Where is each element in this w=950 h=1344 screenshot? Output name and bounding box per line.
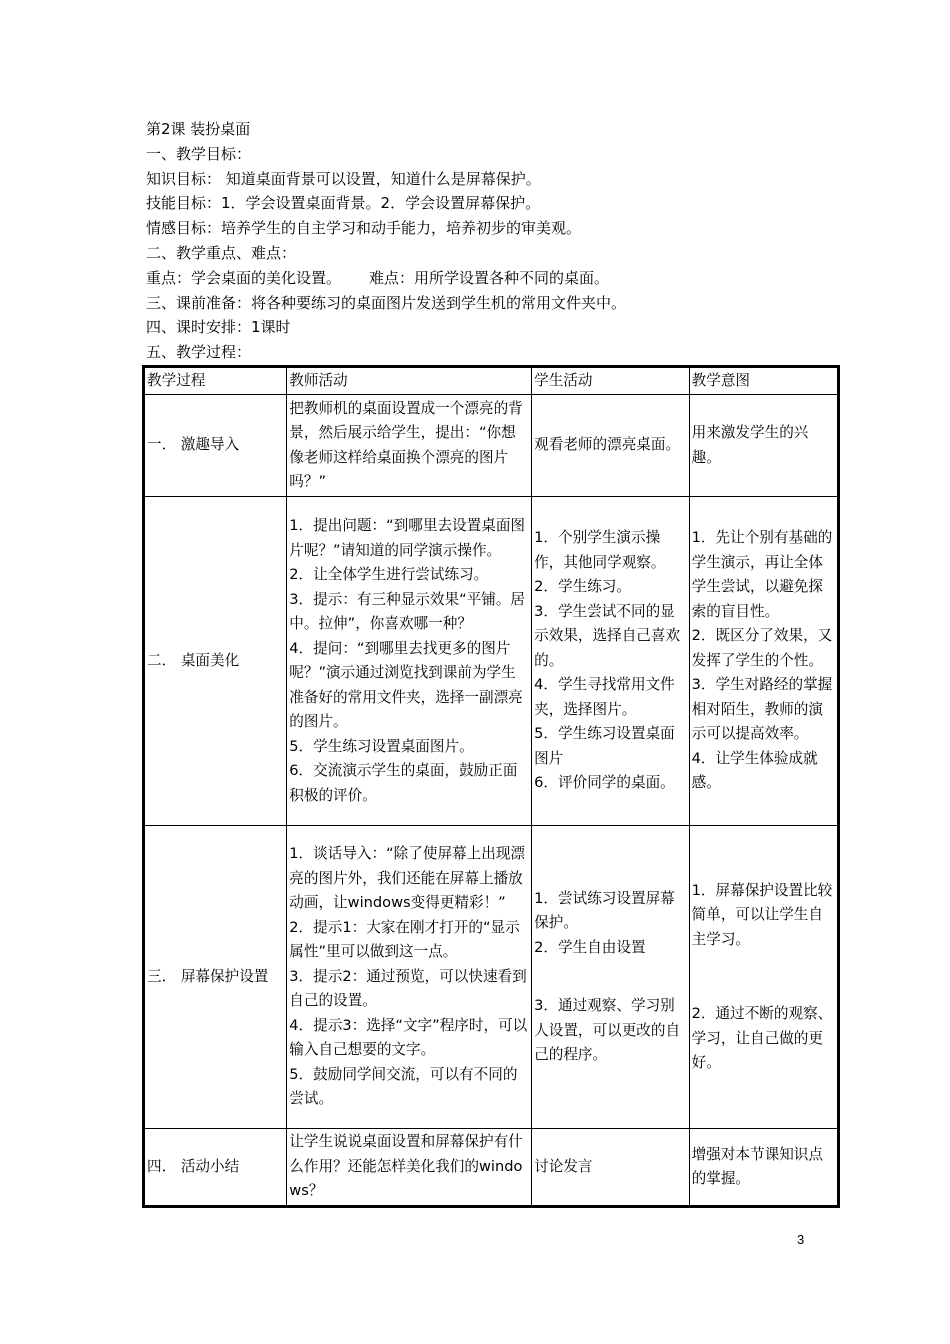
table-row	[144, 497, 839, 826]
section-heading-objectives: 一、教学目标：	[146, 144, 252, 163]
intent-step: 3．学生对路经的掌握相对陌生，教师的演示可以提高效率。	[691, 676, 833, 743]
student-step: 讨论发言	[534, 1157, 593, 1175]
teacher-step: 2．提示1：大家在刚才打开的“显示属性”里可以做到这一点。	[289, 918, 520, 961]
intent-step: 增强对本节课知识点的掌握。	[691, 1145, 823, 1187]
table-row	[144, 1129, 839, 1207]
teacher-step: 让学生说说桌面设置和屏幕保护有什么作用？还能怎样美化我们的windows？	[289, 1133, 523, 1200]
intent-step: 1．先让个别有基础的学生演示，再让全体学生尝试，以避免探索的盲目性。	[691, 529, 833, 620]
key-point: 重点：学会桌面的美化设置。	[146, 268, 342, 287]
teacher-step: 4．提示3：选择“文字”程序时，可以输入自己想要的文字。	[289, 1016, 528, 1059]
intent-cell	[689, 395, 838, 497]
student-step: 3．学生尝试不同的显示效果，选择自己喜欢的。	[534, 602, 681, 669]
section-heading-key-points: 二、教学重点、难点：	[146, 243, 297, 262]
teacher-step: 5．学生练习设置桌面图片。	[289, 737, 474, 755]
student-step: 4．学生寻找常用文件夹，选择图片。	[534, 676, 675, 718]
stage-cell: 二． 桌面美化	[144, 497, 287, 826]
intent-step: 1．屏幕保护设置比较简单，可以让学生自主学习。	[691, 881, 833, 948]
intent-step: 4．让学生体验成就感。	[691, 749, 818, 792]
header-intent: 教学意图	[689, 367, 838, 395]
teacher-step: 5．鼓励同学间交流，可以有不同的尝试。	[289, 1065, 518, 1108]
teacher-step: 3．提示2：通过预览，可以快速看到自己的设置。	[289, 967, 527, 1010]
lesson-title: 第2课 装扮桌面	[146, 120, 251, 138]
student-step: 2．学生自由设置	[534, 938, 646, 956]
skill-objective: 技能目标：1．学会设置桌面背景。2．学会设置屏幕保护。	[146, 194, 541, 213]
stage-cell: 四． 活动小结	[144, 1129, 287, 1207]
student-step: 6．评价同学的桌面。	[534, 774, 675, 792]
teacher-cell	[287, 497, 532, 826]
knowledge-objective: 知识目标： 知道桌面背景可以设置，知道什么是屏幕保护。	[146, 169, 541, 188]
table-row	[144, 826, 839, 1129]
teacher-step: 3．提示：有三种显示效果“平铺。居中。拉伸”，你喜欢哪一种？	[289, 590, 526, 632]
student-step: 1．尝试练习设置屏幕保护。	[534, 889, 675, 931]
key-points-line	[146, 266, 846, 291]
teacher-step: 4．提问：“到哪里去找更多的图片呢？”演示通过浏览找到课前为学生准备好的常用文件夹，选择一副漂亮的图片。	[289, 639, 523, 730]
lesson-plan-table	[142, 365, 840, 1208]
stage-cell: 一． 激趣导入	[144, 395, 287, 497]
header-teacher: 教师活动	[287, 367, 532, 395]
schedule-line: 四、课时安排：1课时	[146, 318, 291, 337]
teacher-step: 1．提出问题：“到哪里去设置桌面图片呢？”请知道的同学演示操作。	[289, 517, 526, 559]
student-cell	[532, 826, 689, 1129]
student-step: 3．通过观察、学习别人设置，可以更改的自己的程序。	[534, 997, 681, 1063]
intent-cell	[689, 826, 838, 1129]
preparation-line: 三、课前准备：将各种要练习的桌面图片发送到学生机的常用文件夹中。	[146, 293, 627, 312]
student-cell	[532, 395, 689, 497]
intent-step: 2．通过不断的观察、学习，让自己做的更好。	[691, 1005, 833, 1071]
intent-step: 2．既区分了效果，又发挥了学生的个性。	[691, 627, 833, 669]
intent-step: 用来激发学生的兴趣。	[691, 424, 809, 466]
student-cell	[532, 497, 689, 826]
student-step: 1．个别学生演示操作，其他同学观察。	[534, 529, 666, 571]
student-step: 5．学生练习设置桌面图片	[534, 725, 675, 767]
process-heading: 五、教学过程：	[146, 343, 252, 362]
stage-cell: 三． 屏幕保护设置	[144, 826, 287, 1129]
table-header-row	[144, 367, 839, 395]
teacher-step: 1．谈话导入：“除了使屏幕上出现漂亮的图片外，我们还能在屏幕上播放动画，让windows变得更精彩！”	[289, 845, 526, 912]
header-student: 学生活动	[532, 367, 689, 395]
student-step: 观看老师的漂亮桌面。	[534, 436, 681, 454]
lesson-header	[146, 117, 846, 365]
table-row	[144, 395, 839, 497]
teacher-cell	[287, 1129, 532, 1207]
page-number: 3	[797, 1232, 805, 1247]
student-step: 2．学生练习。	[534, 578, 631, 596]
teacher-step: 2．让全体学生进行尝试练习。	[289, 566, 489, 583]
intent-cell	[689, 497, 838, 826]
header-stage: 教学过程	[144, 367, 287, 395]
intent-cell	[689, 1129, 838, 1207]
student-cell	[532, 1129, 689, 1207]
emotion-objective: 情感目标：培养学生的自主学习和动手能力，培养初步的审美观。	[146, 219, 582, 238]
teacher-cell	[287, 826, 532, 1129]
teacher-cell	[287, 395, 532, 497]
teacher-step: 把教师机的桌面设置成一个漂亮的背景，然后展示给学生，提出：“你想像老师这样给桌面换个漂亮的图片吗？”	[289, 399, 523, 490]
difficulty: 难点：用所学设置各种不同的桌面。	[369, 268, 610, 287]
teacher-step: 6．交流演示学生的桌面，鼓励正面积极的评价。	[289, 762, 518, 804]
